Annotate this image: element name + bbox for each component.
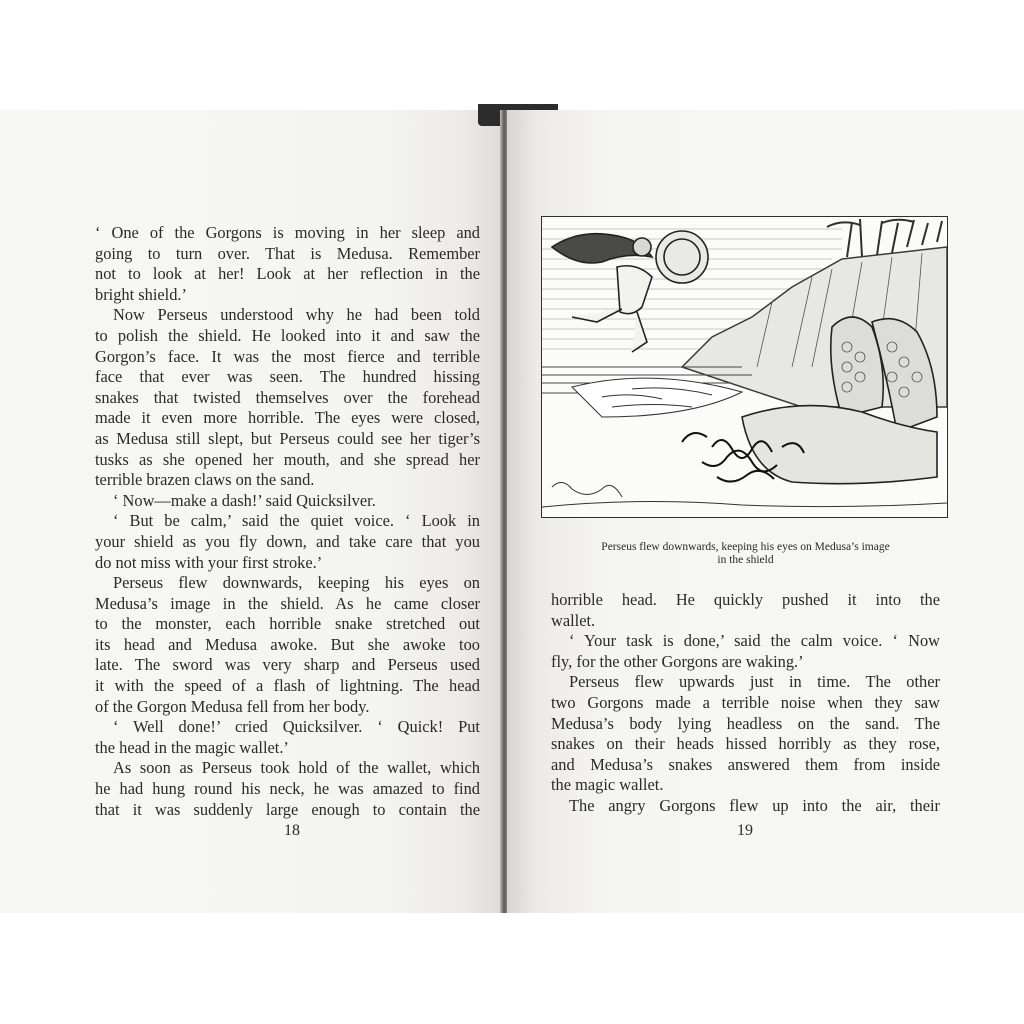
perseus-medusa-illustration (541, 216, 948, 518)
text-line: Medusa’s image in the shield. As he came closer (95, 593, 480, 613)
open-book-spread (0, 110, 1024, 913)
text-line: snakes that twisted themselves over the forehead (95, 387, 480, 407)
text-line: ‘ Now—make a dash!’ said Quicksilver. (113, 490, 376, 510)
text-line: ‘ One of the Gorgons is moving in her sleep and (95, 223, 480, 242)
page-number-left: 18 (284, 822, 300, 839)
text-line: Now Perseus understood why he had been told (113, 305, 480, 325)
text-line: to polish the shield. He looked into it and saw the (95, 325, 480, 345)
text-line: made it even more horrible. The eyes were closed, (95, 408, 480, 428)
text-line: wallet. (551, 610, 596, 630)
caption-line: in the shield (717, 553, 774, 566)
illustration-drawing (542, 217, 947, 517)
text-line: not to look at her! Look at her reflection in the (95, 264, 480, 284)
text-line: and Medusa’s snakes answered them from inside (551, 754, 940, 774)
text-line: snakes on their heads hissed horribly as they rose, (551, 734, 940, 754)
text-line: as Medusa still slept, but Perseus could see her tiger’s (95, 428, 480, 448)
caption-line: Perseus flew downwards, keeping his eyes on Medusa’s image (601, 541, 890, 553)
left-page-text (95, 223, 480, 820)
text-line: of the Gorgon Medusa fell from her body. (95, 696, 370, 716)
text-line: its head and Medusa awoke. But she awoke too (95, 634, 480, 654)
text-line: it with the speed of a flash of lightning. The head (95, 676, 480, 696)
text-line: face that ever was seen. The hundred hissing (95, 367, 480, 387)
text-line: Perseus flew upwards just in time. The other (569, 672, 940, 692)
text-line: two Gorgons made a terrible noise when they saw (551, 692, 940, 712)
page-number-right: 19 (737, 822, 753, 839)
text-line: ‘ But be calm,’ said the quiet voice. ‘ Look in (113, 511, 480, 531)
text-line: As soon as Perseus took hold of the wallet, which (113, 758, 480, 778)
text-line: fly, for the other Gorgons are waking.’ (551, 651, 804, 671)
text-line: to the monster, each horrible snake stretched out (95, 614, 480, 634)
text-line: your shield as you fly down, and take care that you (95, 531, 480, 551)
text-line: that it was suddenly large enough to contain the (95, 799, 480, 819)
text-line: terrible brazen claws on the sand. (95, 470, 315, 490)
right-page-text (551, 590, 940, 817)
text-line: the magic wallet. (551, 775, 664, 795)
text-line: Gorgon’s face. It was the most fierce and terrible (95, 346, 480, 366)
illustration-caption (551, 541, 940, 566)
text-line: going to turn over. That is Medusa. Remember (95, 243, 480, 263)
text-line: Perseus flew downwards, keeping his eyes on (113, 573, 480, 593)
text-line: ‘ Well done!’ cried Quicksilver. ‘ Quick! Put (113, 717, 480, 737)
text-line: ‘ Your task is done,’ said the calm voice. ‘ Now (569, 631, 940, 651)
text-line: The angry Gorgons flew up into the air, their (569, 795, 940, 815)
text-line: the head in the magic wallet.’ (95, 737, 289, 757)
text-line: bright shield.’ (95, 284, 187, 304)
text-line: do not miss with your first stroke.’ (95, 552, 323, 572)
text-line: he had hung round his neck, he was amazed to find (95, 779, 480, 799)
text-line: horrible head. He quickly pushed it into the (551, 590, 940, 609)
text-line: Medusa’s body lying headless on the sand. The (551, 713, 940, 733)
text-line: tusks as she opened her mouth, and she spread her (95, 449, 480, 469)
left-page (0, 110, 502, 913)
text-line: late. The sword was very sharp and Perseus used (95, 655, 480, 675)
